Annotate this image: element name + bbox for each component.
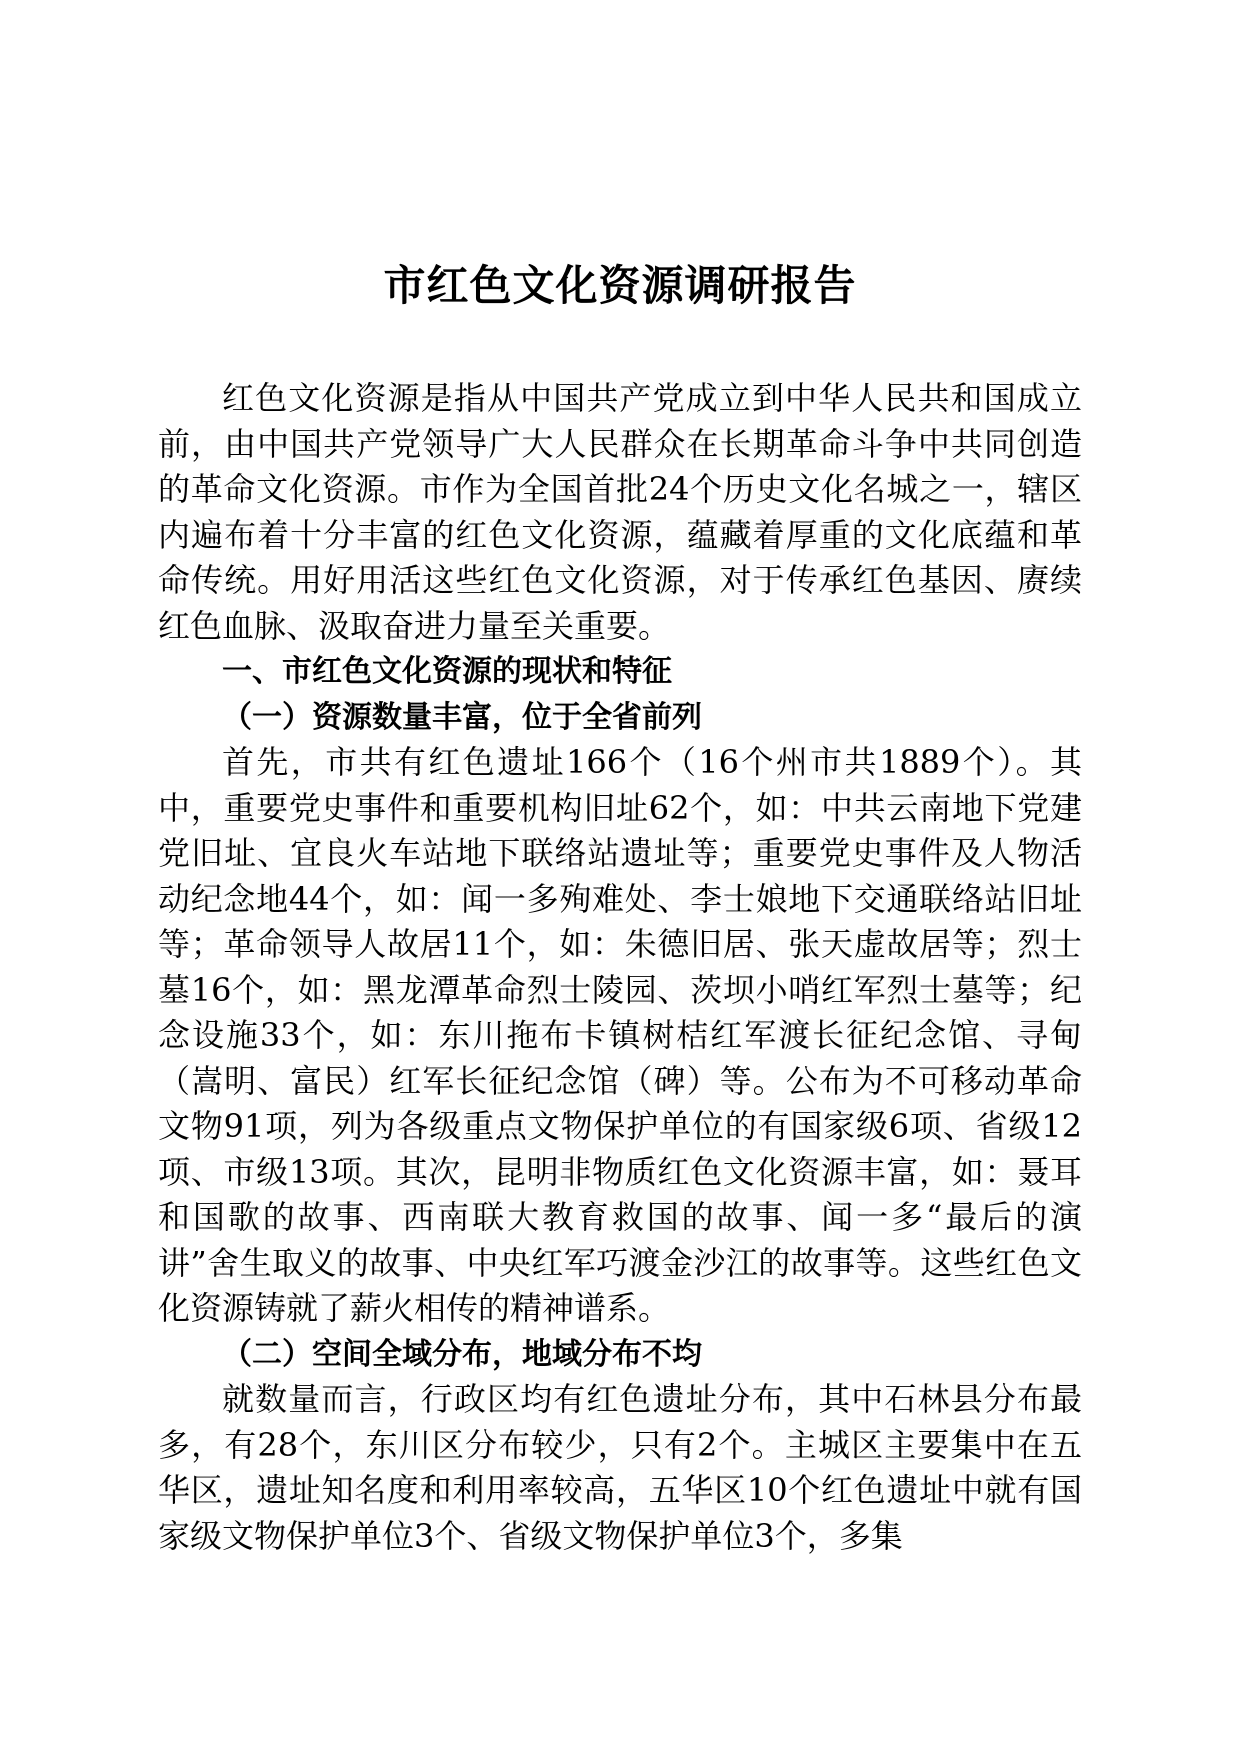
subsection-2-paragraph: 就数量而言，行政区均有红色遗址分布，其中石林县分布最多，有28个，东川区分布较少，只有2个。主城区主要集中在五华区，遗址知名度和利用率较高，五华区10个红色遗址中就有国家级文物保护单位3个、省级文物保护单位3个，多集	[158, 1380, 1082, 1555]
intro-paragraph: 红色文化资源是指从中国共产党成立到中华人民共和国成立前，由中国共产党领导广大人民群众在长期革命斗争中共同创造的革命文化资源。市作为全国首批24个历史文化名城之一，辖区内遍布着十分丰富的红色文化资源，蕴藏着厚重的文化底蕴和革命传统。用好用活这些红色文化资源，对于传承红色基因、赓续红色血脉、汲取奋进力量至关重要。	[158, 379, 1082, 645]
subsection-1-paragraph: 首先，市共有红色遗址166个（16个州市共1889个）。其中，重要党史事件和重要机构旧址62个，如：中共云南地下党建党旧址、宜良火车站地下联络站遗址等；重要党史事件及人物活动纪念地44个，如：闻一多殉难处、李士娘地下交通联络站旧址等；革命领导人故居11个，如：朱德旧居、张天虚故居等；烈士墓16个，如：黑龙潭革命烈士陵园、茨坝小哨红军烈士墓等；纪念设施33个，如：东川拖布卡镇树桔红军渡长征纪念馆、寻甸（嵩明、富民）红军长征纪念馆（碑）等。公布为不可移动革命文物91项，列为各级重点文物保护单位的有国家级6项、省级12项、市级13项。其次，昆明非物质红色文化资源丰富，如：聂耳和国歌的故事、西南联大教育救国的故事、闻一多“最后的演讲”舍生取义的故事、中央红军巧渡金沙江的故事等。这些红色文化资源铸就了薪火相传的精神谱系。	[158, 743, 1082, 1327]
subsection-heading-1: （一）资源数量丰富，位于全省前列	[222, 699, 702, 735]
document-body	[158, 376, 1082, 1559]
document-title: 市红色文化资源调研报告	[383, 261, 857, 310]
subsection-heading-2: （二）空间全域分布，地域分布不均	[222, 1336, 702, 1372]
section-heading-1: 一、市红色文化资源的现状和特征	[222, 654, 672, 689]
